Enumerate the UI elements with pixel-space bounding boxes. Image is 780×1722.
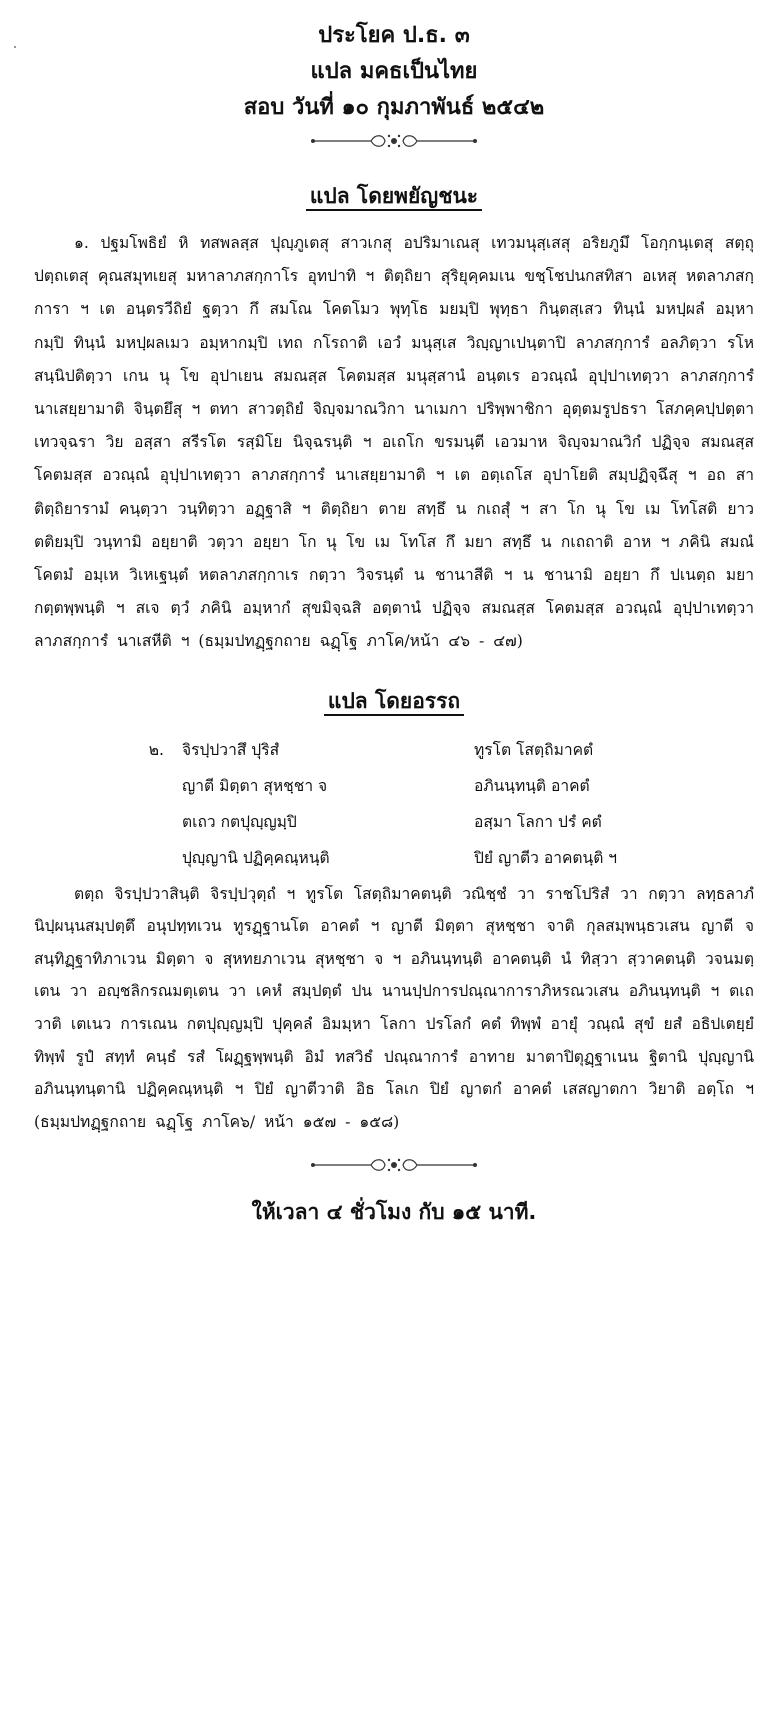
verse-line-a: ญาตี มิตฺตา สุหชฺชา จ <box>182 776 328 795</box>
section-title-meaning-text: แปล โดยอรรถ <box>324 689 464 716</box>
verse-number: ๒. <box>148 740 164 759</box>
ornament-divider-top <box>34 132 754 150</box>
verse-block <box>34 732 754 876</box>
scan-speck <box>14 46 16 48</box>
verse-line-b: ปิยํ ญาตีว อาคตนฺติ ฯ <box>474 848 618 867</box>
flourish-icon <box>309 1156 479 1174</box>
flourish-icon <box>309 132 479 150</box>
verse-line-b: อสฺมา โลกา ปรํ คตํ <box>474 812 602 831</box>
verse-line-b: อภินนฺทนฺติ อาคตํ <box>474 776 590 795</box>
exam-level: ประโยค ป.ธ. ๓ <box>318 23 470 48</box>
verse-line-b: ทูรโต โสตฺถิมาคตํ <box>474 740 594 759</box>
ornament-divider-bottom <box>34 1156 754 1174</box>
section-title-meaning <box>34 685 754 718</box>
section-title-literal <box>34 180 754 213</box>
passage-1: ๑. ปฐมโพธิยํ หิ ทสพลสฺส ปุญฺภูเตสุ สาวเกสุ อปริมาเณสุ เทวมนุสฺเสสุ อริยภูมึ โอกฺกนฺเตสุ สตฺถุ ปตฺถเตสุ คุณสมุทเยสุ มหาลาภสกฺกาโร อุทปาทิ ฯ ติตฺถิยา สุริยุคฺคมเน ขชฺโชปนกสทิสา อเหสุ หตลาภสกฺการา ฯ เต อนฺตรวีถิยํ ฐตฺวา กึ สมโณ โคตโมว พุทฺโธ มยมฺปิ พุทฺธา กินฺตสฺเสว ทินฺนํ มหปฺผลํ อมฺหากมฺปิ ทินฺนํ มหปฺผลเมว อมฺหากมฺปิ เทถ กโรถาติ เอวํ มนุสฺเส วิญฺญาเปนฺตาปิ ลาภสกฺการํ อลภิตฺวา รโห สนฺนิปติตฺวา เกน นุ โข อุปาเยน สมณสฺส โคตมสฺส มนุสฺสานํ อนฺตเร อวณฺณํ อุปฺปาเทตฺวา ลาภสกฺการํ นาเสยฺยามาติ จินฺตยึสุ ฯ ตทา สาวตฺถิยํ จิญฺจมาณวิกา นาเมกา ปริพฺพาชิกา อุตฺตมรูปธรา โสภคฺคปฺปตฺตา เทวจฺฉรา วิย อสฺสา สรีรโต รสฺมิโย นิจฺฉรนฺติ ฯ อเถโก ขรมนฺตี เอวมาห จิญฺจมาณวิกํ ปฏิจฺจ สมณสฺส โคตมสฺส อวณฺณํ อุปฺปาเทตฺวา ลาภสกฺการํ นาเสยฺยามาติ ฯ เต อตฺเถโส อุปาโยติ สมฺปฏิจฺฉึสุ ฯ อถ สา ติตฺถิยารามํ คนฺตฺวา วนฺทิตฺวา อฏฺฐาสิ ฯ ติตฺถิยา ตาย สทฺธึ น กเถสุํ ฯ สา โก นุ โข เม โทโสติ ยาวตติยมฺปิ วนฺทามิ อยฺยาติ วตฺวา อยฺยา โก นุ โข เม โทโส กึ มยา สทฺธึ น กเถถาติ อาห ฯ ภคินิ สมณํ โคตมํ อมฺเห วิเหเฐนฺตํ หตลาภสกฺกาเร กตฺวา วิจรนฺตํ น ชานาสีติ ฯ น ชานามิ อยฺยา กึ ปเนตฺถ มยา กตฺตพฺพนฺติ ฯ สเจ ตฺวํ ภคินิ อมฺหากํ สุขมิจฺฉสิ อตฺตานํ ปฏิจฺจ สมณสฺส โคตมสฺส อวณฺณํ อุปฺปาเทตฺวา ลาภสกฺการํ นาเสหีติ ฯ (ธมฺมปทฏฺฐกถาย ฉฏฺโฐ ภาโค/หน้า ๔๖ - ๔๗) <box>34 234 754 651</box>
exam-header <box>34 18 754 126</box>
verse-number <box>34 768 182 804</box>
exam-date: สอบ วันที่ ๑๐ กุมภาพันธ์ ๒๕๔๒ <box>243 95 545 120</box>
section-title-literal-text: แปล โดยพยัญชนะ <box>306 184 482 211</box>
verse-line-a: ตเถว กตปุญฺญมฺปิ <box>182 812 297 831</box>
verse-number <box>34 804 182 840</box>
passage-2: ตตฺถ จิรปฺปวาสินฺติ จิรปฺปวุตฺถํ ฯ ทูรโต โสตฺถิมาคตนฺติ วณิชฺชํ วา ราชโปริสํ วา กตฺวา ลทฺธลาภํ นิปฺผนฺนสมฺปตฺตึ อนุปทฺทเวน ทูรฏฺฐานโต อาคตํ ฯ ญาตี มิตฺตา สุหชฺชา จาติ กุลสมฺพนฺธวเสน ญาตี จ สนฺทิฏฺฐาทิภาเวน มิตฺตา จ สุหทยภาเวน สุหชฺชา จ ฯ อภินนฺทนฺติ อาคตนฺติ นํ ทิสฺวา สฺวาคตนฺติ วจนมตฺเตน วา อญฺชลิกรณมตฺเตน วา เคหํ สมฺปตฺตํ ปน นานปฺปการปณฺณาการาภิหรณวเสน อภินนฺทนฺติ ฯ ตเถวาติ เตเนว การเณน กตปุญฺญมฺปิ ปุคฺคลํ อิมมฺหา โลกา ปรโลกํ คตํ ทิพฺพํ อายุํ วณฺณํ สุขํ ยสํ อธิปเตยฺยํ ทิพฺพํ รูปํ สทฺทํ คนฺธํ รสํ โผฏฺฐพฺพนฺติ อิมํ ทสวิธํ ปณฺณาการํ อาทาย มาตาปิตุฏฺฐาเนน ฐิตานิ ปุญฺญานิ อภินนฺทนฺตานิ ปฏิคฺคณฺหนฺติ ฯ ปิยํ ญาตีวาติ อิธ โลเก ปิยํ ญาตกํ อาคตํ เสสญาตกา วิยาติ อตฺโถ ฯ (ธมฺมปทฏฺฐกถาย ฉฏฺโฐ ภาโค๖/ หน้า ๑๕๗ - ๑๕๘) <box>34 884 754 1131</box>
exam-subject: แปล มคธเป็นไทย <box>310 59 478 84</box>
verse-line-a: จิรปฺปวาสึ ปุริสํ <box>182 740 280 759</box>
verse-number <box>34 840 182 876</box>
verse-line-a: ปุญฺญานิ ปฏิคฺคณฺหนฺติ <box>182 848 330 867</box>
time-allowed: ให้เวลา ๔ ชั่วโมง กับ ๑๕ นาที. <box>251 1200 537 1225</box>
